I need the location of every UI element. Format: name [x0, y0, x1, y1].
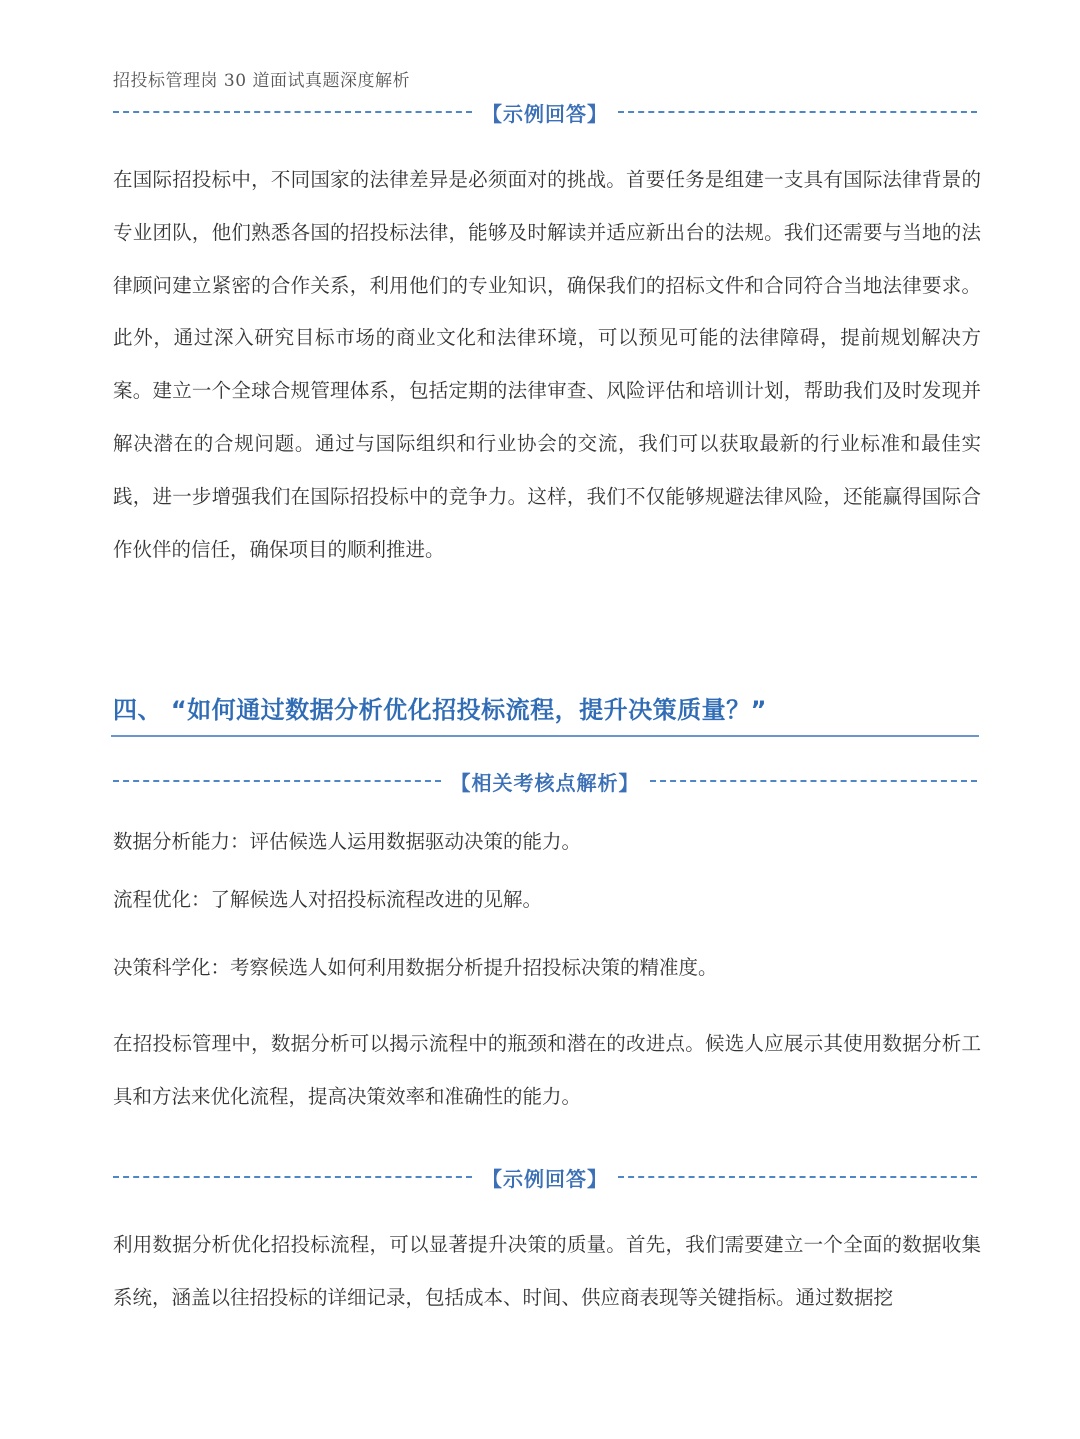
divider-dash-left [113, 111, 472, 113]
example-answer-label: 【示例回答】 [482, 1166, 608, 1191]
divider-dash-left [113, 1176, 472, 1178]
divider-dash-right [618, 1176, 977, 1178]
divider-dash-right [618, 111, 977, 113]
example-answer-text: 利用数据分析优化招投标流程，可以显著提升决策的质量。首先，我们需要建立一个全面的数据收集系统，涵盖以往招投标的详细记录，包括成本、时间、供应商表现等关键指标。通过数据挖 [113, 1233, 981, 1309]
assessment-point: 流程优化：了解候选人对招投标流程改进的见解。 [113, 888, 543, 911]
analysis-label: 【相关考核点解析】 [450, 770, 640, 795]
divider-dash-right [650, 780, 978, 782]
example-answer-divider [113, 1162, 977, 1192]
assessment-point: 数据分析能力：评估候选人运用数据驱动决策的能力。 [113, 830, 582, 853]
assessment-point: 决策科学化：考察候选人如何利用数据分析提升招投标决策的精准度。 [113, 956, 718, 979]
example-answer-text: 在国际招投标中，不同国家的法律差异是必须面对的挑战。首要任务是组建一支具有国际法律背景的专业团队，他们熟悉各国的招投标法律，能够及时解读并适应新出台的法规。我们还需要与当地的法律顾问建立紧密的合作关系，利用他们的专业知识，确保我们的招标文件和合同符合当地法律要求。此外，通过深入研究目标市场的商业文化和法律环境，可以预见可能的法律障碍，提前规划解决方案。建立一个全球合规管理体系，包括定期的法律审查、风险评估和培训计划，帮助我们及时发现并解决潜在的合规问题。通过与国际组织和行业协会的交流，我们可以获取最新的行业标准和最佳实践，进一步增强我们在国际招投标中的竞争力。这样，我们不仅能够规避法律风险，还能赢得国际合作伙伴的信任，确保项目的顺利推进。 [113, 168, 981, 561]
example-answer-label: 【示例回答】 [482, 101, 608, 126]
example-answer-divider [113, 97, 977, 127]
divider-dash-left [113, 780, 441, 782]
analysis-divider [113, 766, 977, 796]
heading-underline [111, 735, 979, 737]
section-heading: 四、 “如何通过数据分析优化招投标流程，提升决策质量？” [113, 696, 767, 724]
running-header: 招投标管理岗 30 道面试真题深度解析 [113, 71, 410, 91]
analysis-summary: 在招投标管理中，数据分析可以揭示流程中的瓶颈和潜在的改进点。候选人应展示其使用数据分析工具和方法来优化流程，提高决策效率和准确性的能力。 [113, 1032, 981, 1108]
